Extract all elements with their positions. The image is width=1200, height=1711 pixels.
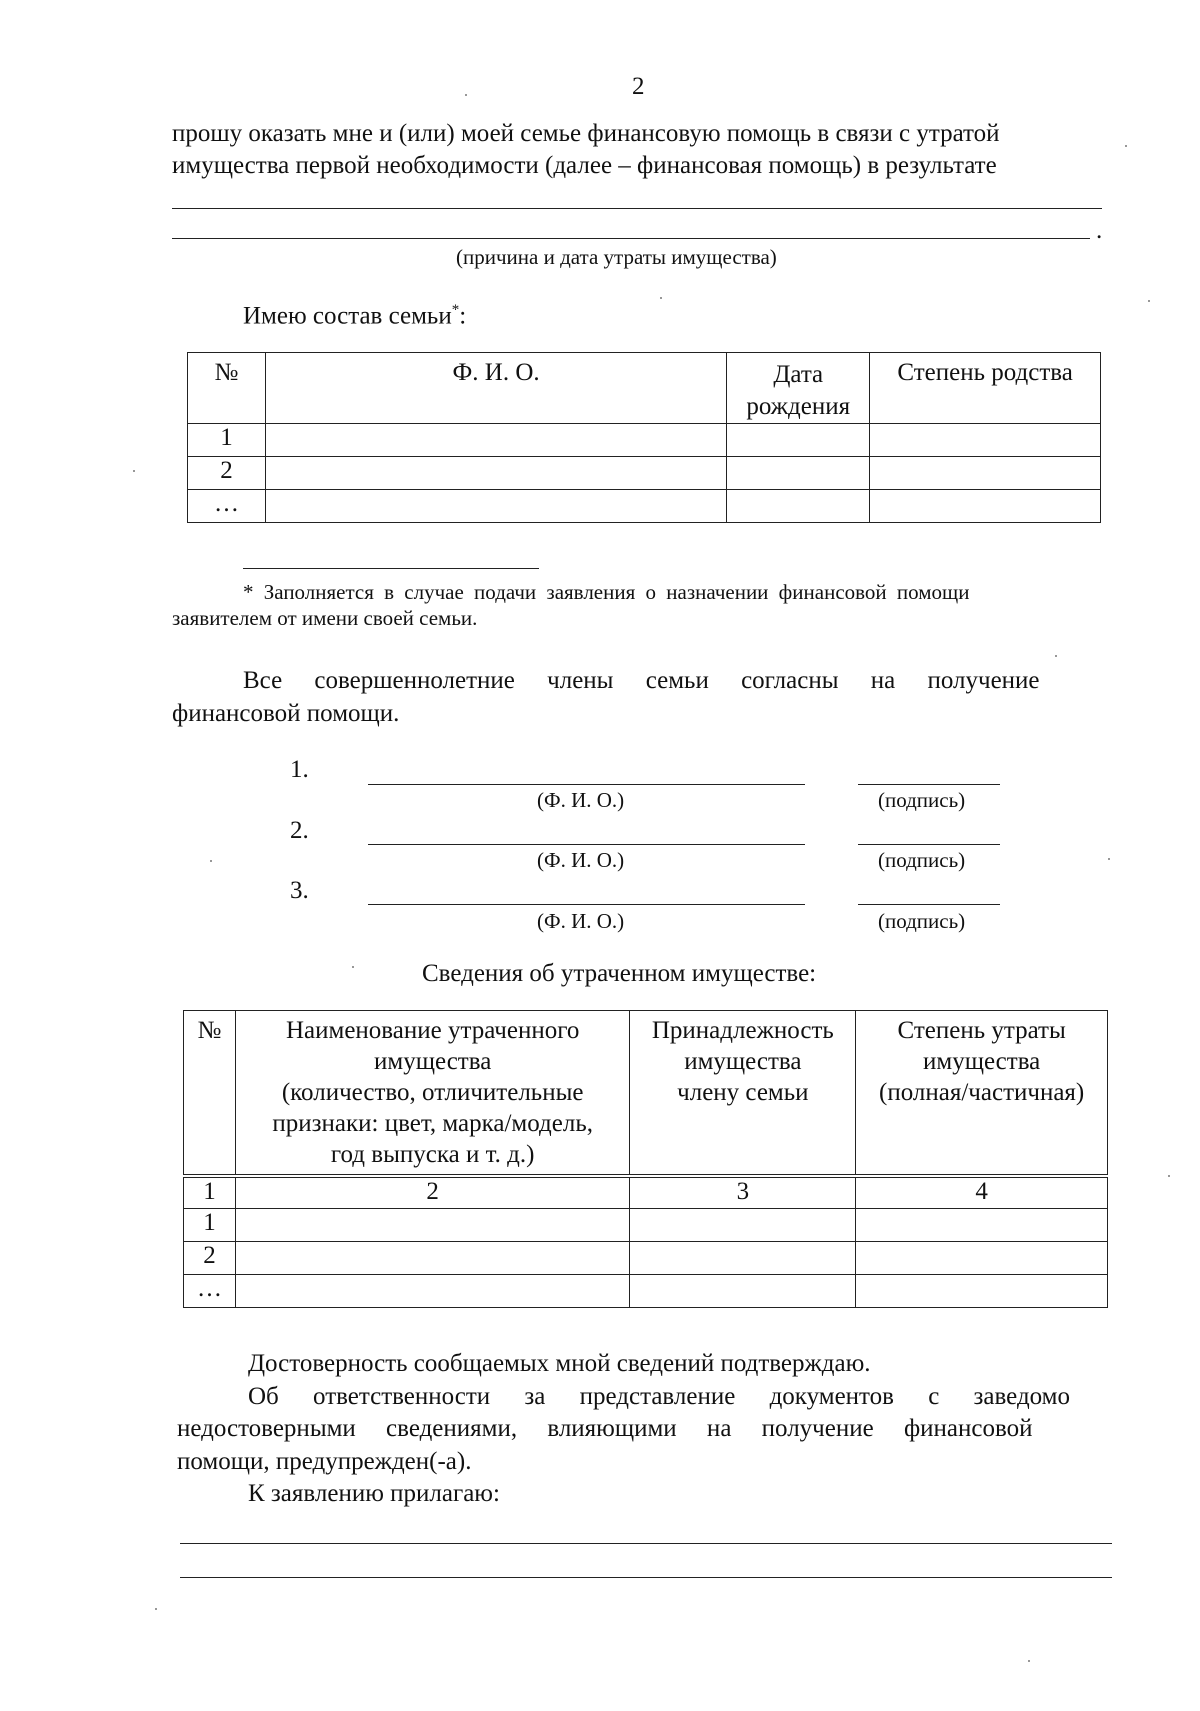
signer-signature-line[interactable]	[858, 844, 1000, 845]
family-header-number: №	[214, 359, 239, 386]
family-table-header-row	[188, 353, 1101, 424]
reason-caption: (причина и дата утраты имущества)	[456, 245, 777, 269]
family-cell-fio[interactable]	[265, 424, 726, 457]
family-header-birthdate: Дата рождения	[746, 361, 851, 420]
footnote-separator	[243, 568, 539, 569]
warning-line-1: Об ответственности за представление документов с заведомо	[248, 1383, 1071, 1410]
signer-fio-caption: (Ф. И. О.)	[537, 909, 625, 933]
signer-fio-caption: (Ф. И. О.)	[537, 788, 625, 812]
property-header-loss-line: имущества	[923, 1048, 1041, 1075]
property-header-name-line: год выпуска и т. д.)	[330, 1141, 535, 1168]
property-header-name-line: (количество, отличительные	[281, 1079, 584, 1106]
signer-signature-line[interactable]	[858, 904, 1000, 905]
consent-line-2: финансовой помощи.	[172, 700, 400, 727]
family-cell-fio[interactable]	[265, 490, 726, 523]
table-row	[184, 1242, 1108, 1275]
property-header-number: №	[197, 1017, 222, 1044]
scan-speck	[1055, 655, 1057, 657]
warning-line-2: недостоверными сведениями, влияющими на получение финансовой	[177, 1415, 1033, 1442]
property-header-owner-line: Принадлежность	[651, 1017, 834, 1044]
signer-signature-line[interactable]	[858, 784, 1000, 785]
attachments-label: К заявлению прилагаю:	[248, 1480, 500, 1507]
scan-speck	[1108, 858, 1110, 860]
family-cell-fio[interactable]	[265, 457, 726, 490]
signer-fio-caption: (Ф. И. О.)	[537, 848, 625, 872]
confirm-statement: Достоверность сообщаемых мной сведений подтверждаю.	[248, 1350, 871, 1377]
signer-signature-caption: (подпись)	[878, 788, 966, 812]
property-row-number: 1	[184, 1209, 236, 1242]
footnote-line-1: * Заполняется в случае подачи заявления о назначении финансовой помощи	[243, 580, 970, 604]
family-cell-birthdate[interactable]	[727, 457, 870, 490]
signer-number: 2.	[290, 817, 309, 844]
family-row-number: 2	[188, 457, 266, 490]
signer-fio-line[interactable]	[368, 844, 805, 845]
property-header-name-line: признаки: цвет, марка/модель,	[272, 1110, 593, 1137]
property-header-owner-line: имущества	[684, 1048, 802, 1075]
signer-number: 1.	[290, 756, 309, 783]
warning-line-3: помощи, предупрежден(-а).	[177, 1448, 472, 1475]
property-header-loss-line: (полная/частичная)	[879, 1079, 1085, 1106]
family-row-number: 1	[188, 424, 266, 457]
signer-signature-caption: (подпись)	[878, 848, 966, 872]
table-row	[188, 490, 1101, 523]
footnote-line-2: заявителем от имени своей семьи.	[172, 606, 478, 630]
family-col-fio-header	[265, 353, 726, 424]
family-cell-relation[interactable]	[870, 490, 1101, 523]
family-heading-footnote-mark: *	[451, 302, 460, 318]
property-cell-owner[interactable]	[630, 1209, 856, 1242]
attachments-fill-line-1[interactable]	[180, 1543, 1112, 1544]
signer-fio-line[interactable]	[368, 784, 805, 785]
page-number: 2	[632, 73, 645, 100]
property-cell-owner[interactable]	[630, 1242, 856, 1275]
property-col-loss-header	[856, 1011, 1108, 1176]
property-cell-name[interactable]	[235, 1275, 629, 1308]
scan-speck	[660, 297, 662, 299]
scan-speck	[210, 860, 212, 862]
reason-fill-line-2[interactable]	[172, 238, 1090, 239]
property-col-number-header	[184, 1011, 236, 1176]
property-numbering-cell: 2	[235, 1176, 629, 1209]
family-heading-text: Имею состав семьи	[243, 302, 452, 330]
table-row	[188, 424, 1101, 457]
scan-speck	[133, 470, 135, 472]
property-row-number: 2	[184, 1242, 236, 1275]
property-cell-loss[interactable]	[856, 1275, 1108, 1308]
property-header-loss-line: Степень утраты	[897, 1017, 1066, 1044]
property-numbering-cell: 3	[630, 1176, 856, 1209]
attachments-fill-line-2[interactable]	[180, 1577, 1112, 1578]
family-heading	[243, 294, 466, 332]
scan-speck	[465, 94, 467, 96]
request-text-line-2: имущества первой необходимости (далее – финансовая помощь) в результате	[172, 152, 997, 179]
scan-speck	[1148, 300, 1150, 302]
property-col-name-header	[235, 1011, 629, 1176]
property-col-owner-header	[630, 1011, 856, 1176]
family-row-number: …	[188, 490, 266, 523]
property-header-name-line: имущества	[374, 1048, 492, 1075]
property-cell-name[interactable]	[235, 1209, 629, 1242]
property-row-number: …	[184, 1275, 236, 1308]
request-text-line-1	[172, 117, 1112, 150]
property-numbering-cell: 4	[856, 1176, 1108, 1209]
property-header-owner-line: члену семьи	[677, 1079, 809, 1106]
family-header-relation: Степень родства	[897, 359, 1073, 386]
family-col-birthdate-header	[727, 353, 870, 424]
family-cell-birthdate[interactable]	[727, 490, 870, 523]
property-table-header-row	[184, 1011, 1108, 1176]
family-table	[187, 352, 1101, 523]
table-row	[184, 1209, 1108, 1242]
family-heading-colon: :	[459, 302, 467, 330]
family-cell-relation[interactable]	[870, 457, 1101, 490]
property-heading: Сведения об утраченном имуществе:	[422, 960, 817, 987]
scan-speck	[1125, 145, 1127, 147]
property-cell-name[interactable]	[235, 1242, 629, 1275]
reason-fill-line-1[interactable]	[172, 208, 1102, 209]
scan-speck	[1168, 1175, 1170, 1177]
signer-signature-caption: (подпись)	[878, 909, 966, 933]
consent-line-1: Все совершеннолетние члены семьи согласны на получение	[243, 667, 1040, 694]
request-text-1: прошу оказать мне и (или) моей семье финансовую помощь в связи с утратой	[172, 120, 1000, 147]
scan-speck	[155, 1608, 157, 1610]
family-cell-relation[interactable]	[870, 424, 1101, 457]
table-row	[184, 1275, 1108, 1308]
reason-line-end-mark: .	[1096, 217, 1103, 244]
property-cell-loss[interactable]	[856, 1209, 1108, 1242]
property-cell-owner[interactable]	[630, 1275, 856, 1308]
family-cell-birthdate[interactable]	[727, 424, 870, 457]
property-numbering-cell: 1	[184, 1176, 236, 1209]
family-header-fio: Ф. И. О.	[452, 359, 540, 386]
family-col-number-header	[188, 353, 266, 424]
property-table	[183, 1010, 1108, 1308]
property-numbering-row	[184, 1176, 1108, 1209]
property-cell-loss[interactable]	[856, 1242, 1108, 1275]
scan-speck	[352, 966, 354, 968]
table-row	[188, 457, 1101, 490]
property-header-name-line: Наименование утраченного	[285, 1017, 580, 1044]
signer-number: 3.	[290, 877, 309, 904]
scan-speck	[1028, 1660, 1030, 1662]
signer-fio-line[interactable]	[368, 904, 805, 905]
family-col-relation-header	[870, 353, 1101, 424]
